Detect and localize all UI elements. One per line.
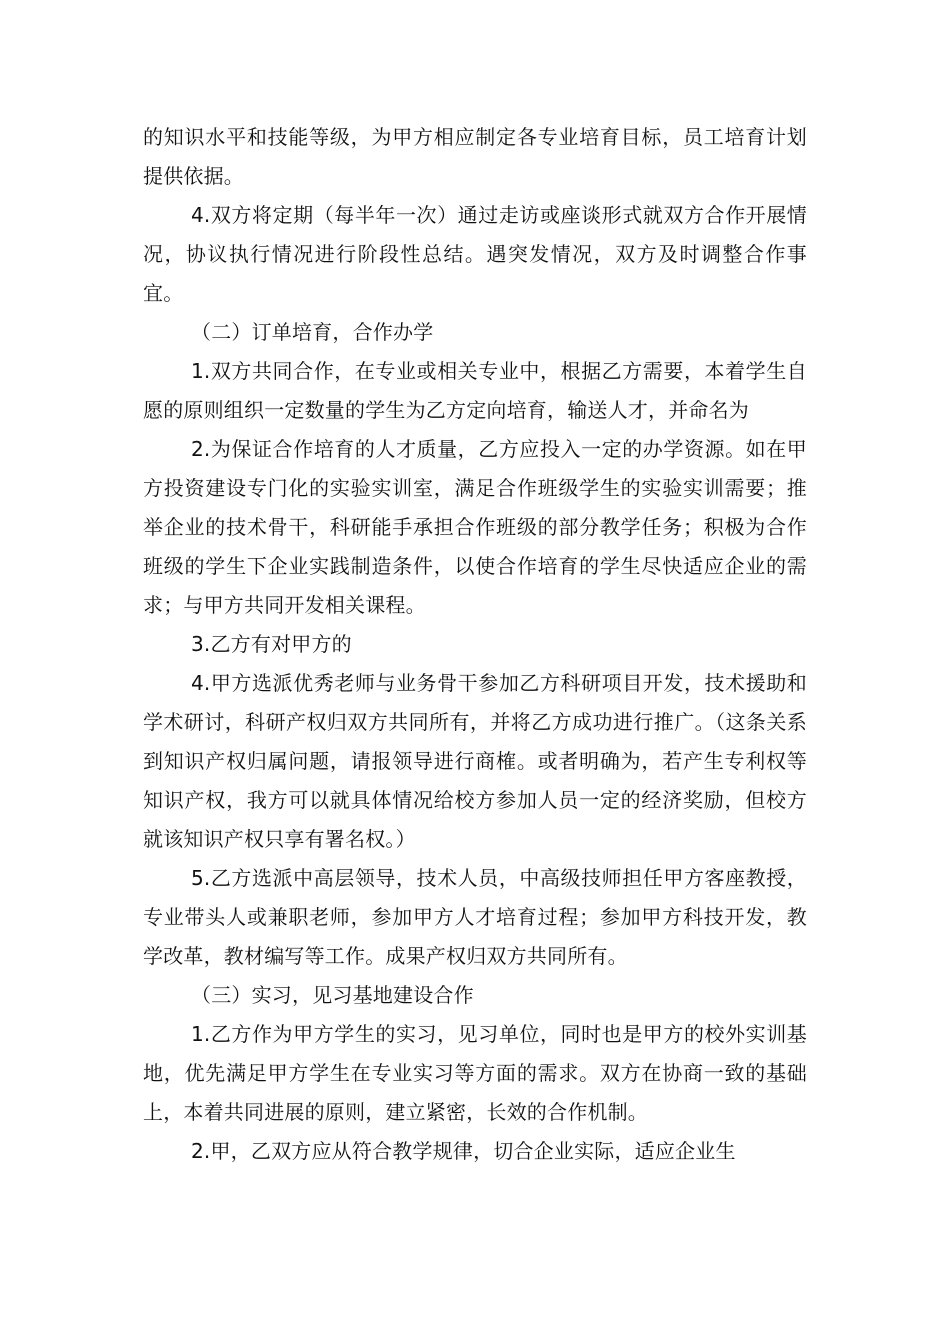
section-heading-internship: （三）实习，见习基地建设合作 bbox=[191, 983, 474, 1007]
section-heading-order-training: （二）订单培育，合作办学 bbox=[191, 320, 434, 344]
paragraph-item-1-internship: 1.乙方作为甲方学生的实习，见习单位，同时也是甲方的校外实训基地，优先满足甲方学生在专业实习等方面的需求。双方在协商一致的基础上，本着共同进展的原则，建立紧密，长效的合作机制。 bbox=[143, 1022, 807, 1124]
paragraph-item-1-cooperation: 1.双方共同合作，在专业或相关专业中，根据乙方需要，本着学生自愿的原则组织一定数量的学生为乙方定向培育，输送人才，并命名为 bbox=[143, 359, 807, 422]
paragraph-item-2-teaching: 2.甲，乙双方应从符合教学规律，切合企业实际，适应企业生 bbox=[191, 1139, 736, 1163]
paragraph-item-4-research: 4.甲方选派优秀老师与业务骨干参加乙方科研项目开发，技术援助和学术研讨，科研产权归双方共同所有，并将乙方成功进行推广。（这条关系到知识产权归属问题，请报领导进行商榷。或者明确为，若产生专利权等知识产权，我方可以就具体情况给校方参加人员一定的经济奖励，但校方就该知识产权只享有署名权。） bbox=[143, 671, 807, 851]
paragraph-item-3: 3.乙方有对甲方的 bbox=[191, 632, 352, 656]
paragraph-item-2-resources: 2.为保证合作培育的人才质量，乙方应投入一定的办学资源。如在甲方投资建设专门化的实验实训室，满足合作班级学生的实验实训需要；推举企业的技术骨干，科研能手承担合作班级的部分教学任务；积极为合作班级的学生下企业实践制造条件，以使合作培育的学生尽快适应企业的需求；与甲方共同开发相关课程。 bbox=[143, 437, 807, 617]
paragraph-continuation: 的知识水平和技能等级，为甲方相应制定各专业培育目标，员工培育计划提供依据。 bbox=[143, 125, 807, 188]
paragraph-item-4-review: 4.双方将定期（每半年一次）通过走访或座谈形式就双方合作开展情况，协议执行情况进行阶段性总结。遇突发情况，双方及时调整合作事宜。 bbox=[143, 203, 807, 305]
document-body bbox=[143, 118, 807, 1171]
paragraph-item-5-staff: 5.乙方选派中高层领导，技术人员，中高级技师担任甲方客座教授，专业带头人或兼职老师，参加甲方人才培育过程；参加甲方科技开发，教学改革，教材编写等工作。成果产权归双方共同所有。 bbox=[143, 866, 807, 968]
